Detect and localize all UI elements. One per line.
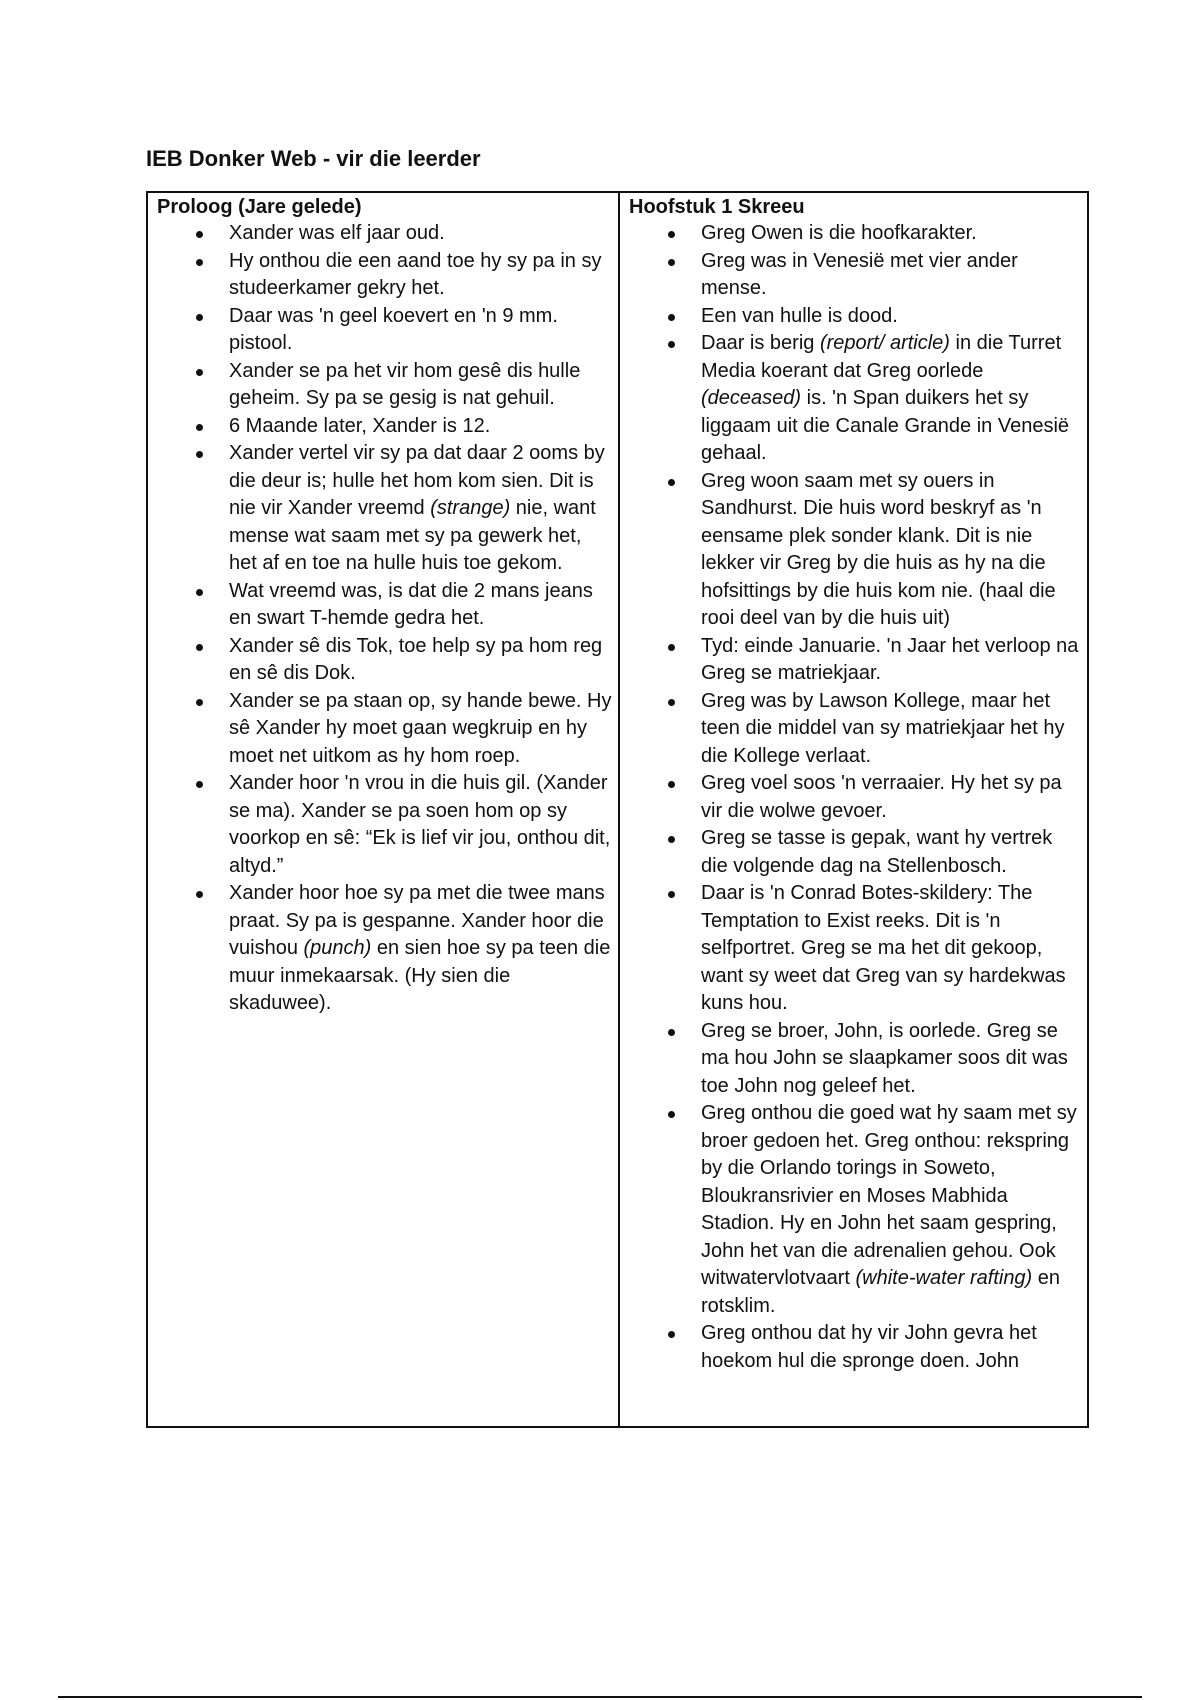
notes-table [146,191,1089,1428]
bullet-text: Daar is 'n Conrad Botes-skildery: The Temptation to Exist reeks. Dit is 'n selfportret. Greg se ma het dit gekoop, want sy weet dat Greg van sy hardekwas kuns hou. [701,882,1066,1014]
bullet-item [629,633,1081,688]
bullet-text: Greg se tasse is gepak, want hy vertrek die volgende dag na Stellenbosch. [701,827,1053,877]
bullet-text: Greg voel soos 'n verraaier. Hy het sy pa vir die wolwe gevoer. [701,772,1062,822]
bullet-item [157,358,612,413]
bullet-item [157,688,612,771]
column-heading-prologue: Proloog (Jare gelede) [157,196,362,218]
column-heading-chapter-1: Hoofstuk 1 Skreeu [629,196,805,218]
bullet-text: Greg onthou die goed wat hy saam met sy broer gedoen het. Greg onthou: rekspring by die Orlando torings in Soweto, Bloukransrivier en Moses Mabhida Stadion. Hy en John het saam gespring, John het van die adrenalien gehou. Ook witwatervlotvaart [701,1102,1077,1289]
bullet-text: Daar is berig [701,332,820,354]
bullet-item [629,1018,1081,1101]
bullet-text: Greg Owen is die hoofkarakter. [701,222,977,244]
bullet-item [629,468,1081,633]
bullet-text: Xander se pa staan op, sy hande bewe. Hy sê Xander hy moet gaan wegkruip en hy moet net uitkom as hy hom roep. [229,689,612,767]
bullet-text: Greg woon saam met sy ouers in Sandhurst. Die huis word beskryf as 'n eensame plek sonder klank. Dit is nie lekker vir Greg by die huis as hy na die hofsittings by die huis kom nie. (haal die rooi deel van by die huis uit) [701,469,1056,629]
bullet-text: Hy onthou die een aand toe hy sy pa in sy studeerkamer gekry het. [229,249,602,299]
bullet-text: Xander sê dis Tok, toe help sy pa hom reg en sê dis Dok. [229,634,603,684]
bullet-text: Greg was in Venesië met vier ander mense. [701,249,1018,299]
bullet-item [157,248,612,303]
bullet-item [629,1100,1081,1320]
bullet-text: Xander se pa het vir hom gesê dis hulle geheim. Sy pa se gesig is nat gehuil. [229,359,581,409]
bullet-item [629,825,1081,880]
bullet-text: Een van hulle is dood. [701,304,898,327]
bullet-text: Xander hoor hoe sy pa met die twee mans praat. Sy pa is gespanne. Xander hoor die vuishou [229,882,605,959]
bullet-item [157,220,612,248]
translation-gloss: (white-water rafting) [855,1267,1033,1289]
bullet-item [629,770,1081,825]
bullet-text: in die Turret Media koerant dat Greg oorlede [701,332,1062,382]
bullet-text: Daar was 'n geel koevert en 'n 9 mm. pistool. [229,304,558,354]
bullet-item [157,440,612,578]
bullet-item [157,578,612,633]
bullet-text: Wat vreemd was, is dat die 2 mans jeans en swart T-hemde gedra het. [229,579,593,629]
bullet-list-prologue [157,220,612,1018]
column-prologue [148,193,620,1426]
bullet-text: en sien hoe sy pa teen die muur inmekaarsak. (Hy sien die skaduwee). [229,937,611,1014]
bullet-item [629,220,1081,248]
translation-gloss: (deceased) [701,387,802,409]
bullet-item [629,330,1081,468]
bullet-list-chapter-1 [629,220,1081,1375]
bullet-text: Xander was elf jaar oud. [229,222,445,244]
bullet-text: is. 'n Span duikers het sy liggaam uit die Canale Grande in Venesië gehaal. [701,387,1070,464]
bullet-item [157,303,612,358]
bullet-text: 6 Maande later, Xander is 12. [229,414,491,437]
bullet-item [157,770,612,880]
bullet-item [629,880,1081,1018]
translation-gloss: (strange) [430,497,511,519]
bullet-text: Xander vertel vir sy pa dat daar 2 ooms by die deur is; hulle het hom kom sien. Dit is nie vir Xander vreemd [229,442,605,519]
translation-gloss: (punch) [303,937,372,959]
bullet-text: Greg se broer, John, is oorlede. Greg se ma hou John se slaapkamer soos dit was toe John nog geleef het. [701,1019,1068,1097]
bullet-item [629,688,1081,771]
bullet-text: Greg was by Lawson Kollege, maar het teen die middel van sy matriekjaar het hy die Kollege verlaat. [701,689,1065,767]
column-chapter-1 [620,193,1087,1426]
bullet-item [629,248,1081,303]
bullet-item [629,1320,1081,1375]
bullet-item [157,413,612,441]
bullet-text: Greg onthou dat hy vir John gevra het hoekom hul die spronge doen. John [701,1322,1037,1372]
translation-gloss: (report/ article) [819,332,950,354]
bullet-text: nie, want mense wat saam met sy pa gewerk het, het af en toe na hulle huis toe gekom. [229,497,596,574]
bullet-item [629,303,1081,331]
document-title: IEB Donker Web - vir die leerder [146,146,481,171]
bullet-item [157,633,612,688]
bullet-text: Tyd: einde Januarie. 'n Jaar het verloop na Greg se matriekjaar. [701,634,1079,684]
footer-divider [58,1696,1142,1698]
bullet-item [157,880,612,1018]
bullet-text: Xander hoor 'n vrou in die huis gil. (Xander se ma). Xander se pa soen hom op sy voorkop en sê: “Ek is lief vir jou, onthou dit, altyd.” [229,772,611,877]
bullet-text: en rotsklim. [701,1267,1061,1317]
